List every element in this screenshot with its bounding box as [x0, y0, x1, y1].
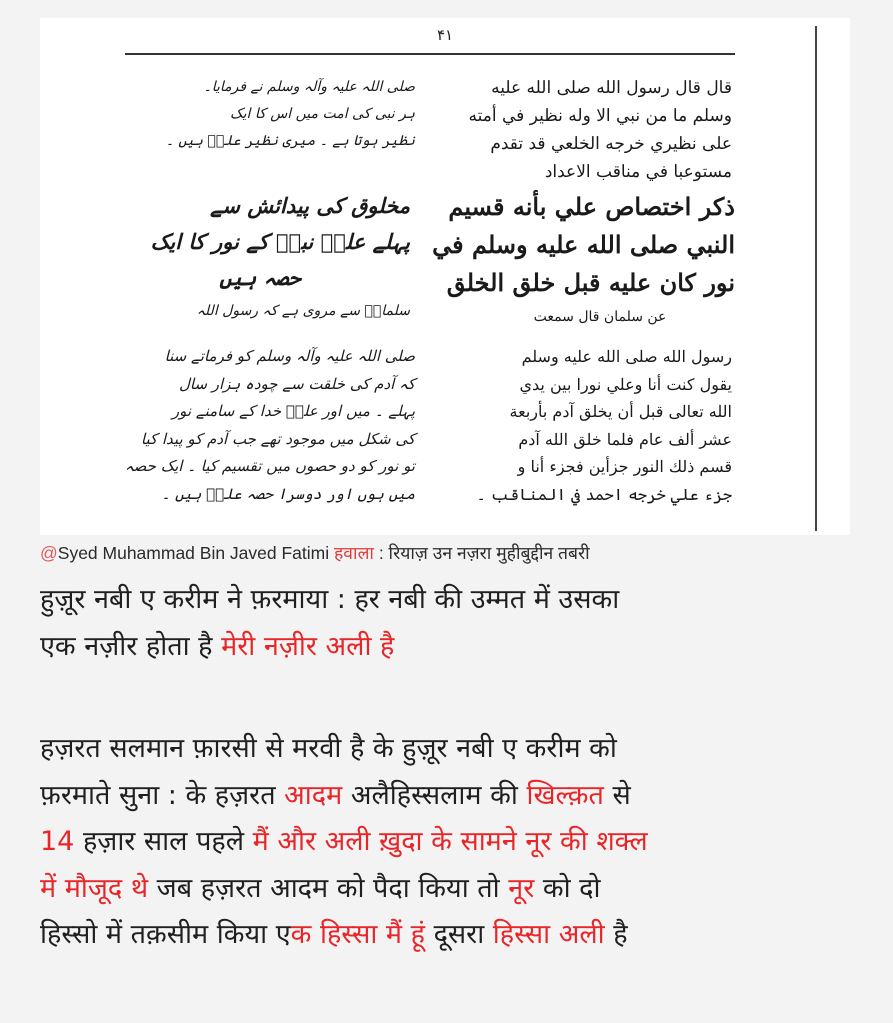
highlighted-text: क हिस्सा मैं हूं: [290, 919, 425, 950]
urdu-heading-line: حصہ ہیں: [219, 265, 301, 290]
arabic-line: على نظيري خرجه الخلعي قد تقدم: [490, 134, 732, 154]
paragraph-line: [40, 624, 870, 671]
arabic-line: الله تعالى قبل أن يخلق آدم بأربعة: [509, 402, 732, 421]
highlighted-text: 14: [40, 826, 75, 857]
source-caption: [40, 541, 860, 565]
paragraph-line: [40, 726, 870, 773]
text-span: से: [603, 779, 631, 811]
urdu-column-top: [100, 74, 415, 155]
text-span: है: [604, 919, 628, 950]
arabic-line: وسلم ما من نبي الا وله نظير في أمته: [468, 106, 732, 126]
highlighted-text: में मौजूद थे: [40, 872, 149, 904]
urdu-line: صلی اللہ علیہ وآلہ وسلم کو فرماتے سنا: [164, 347, 415, 365]
highlighted-text: मैं और अली ख़ुदा के सामने नूर की शक्ल: [252, 826, 648, 857]
text-span: हुज़ूर नबी ए करीम ने फ़रमाया : हर नबी की उम्मत में उसका: [40, 584, 620, 615]
highlighted-text: खिल्क़त: [526, 779, 604, 811]
page-edge-line: [815, 26, 817, 531]
urdu-column-body: [100, 343, 415, 508]
highlighted-text: मेरी नज़ीर अली है: [221, 630, 395, 662]
paragraph-line: [40, 577, 870, 624]
arabic-heading-line: ذکر اختصاص علي بأنه قسيم: [448, 192, 735, 221]
arabic-column-top: [470, 74, 732, 186]
paragraph-2: [40, 726, 870, 959]
paragraph-line: [40, 866, 870, 913]
urdu-heading-line: پہلے علیؑ نبیؐ کے نور کا ایک: [150, 229, 410, 254]
text-span: दूसरा: [424, 919, 493, 950]
urdu-line: کی شکل میں موجود تھے جب آدم کو پیدا کیا: [140, 429, 415, 448]
arabic-heading-line: النبي صلى الله عليه وسلم في: [432, 230, 735, 259]
paragraph-1: [40, 577, 870, 670]
highlighted-text: हिस्सा अली: [492, 919, 605, 950]
arabic-line: قسم ذلك النور جزأين فجزء أنا و: [517, 457, 732, 476]
highlighted-text: नूर: [508, 872, 535, 904]
text-span: हज़ार साल पहले: [74, 826, 253, 857]
arabic-line: عشر ألف عام فلما خلق الله آدم: [518, 429, 732, 449]
arabic-column-body: [470, 343, 732, 508]
text-span: को दो: [534, 872, 601, 904]
urdu-line: تو نور کو دو حصوں میں تقسیم کیا ۔ ایک حصہ: [124, 457, 415, 475]
arabic-subline: عن سلمان قال سمعت: [533, 309, 667, 325]
arabic-heading-line: نور كان عليه قبل خلق الخلق: [446, 268, 735, 297]
text-span: जब हज़रत आदम को पैदा किया तो: [148, 872, 509, 904]
paragraph-line: [40, 819, 870, 866]
arabic-line: جزء علي خرجه احمد في المناقب ۔: [476, 484, 732, 504]
urdu-heading-line: مخلوق کی پیدائش سے: [210, 193, 410, 218]
urdu-line: نظیر ہوتا ہے ۔ میری نظیر علیؑ ہیں ۔: [165, 133, 415, 149]
urdu-line: صلی اللہ علیہ وآلہ وسلم نے فرمایا۔: [203, 79, 415, 95]
scanned-book-page: [40, 18, 850, 535]
reference-text: : रियाज़ उन नज़रा मुहीबुद्दीन तबरी: [373, 543, 590, 563]
at-sign: @: [40, 543, 58, 563]
paragraph-line: [40, 773, 870, 820]
urdu-line: ہر نبی کی امت میں اس کا ایک: [230, 106, 415, 122]
arabic-line: رسول الله صلى الله عليه وسلم: [521, 347, 732, 366]
paragraph-line: [40, 912, 870, 959]
text-span: अलैहिस्सलाम की: [342, 779, 527, 811]
urdu-line: میں ہوں اور دوسرا حصہ علیؑ ہیں ۔: [161, 484, 415, 503]
urdu-heading: [110, 188, 410, 326]
author-name: Syed Muhammad Bin Javed Fatimi: [57, 543, 330, 563]
page-number: ۴۱: [436, 26, 454, 44]
arabic-line: قال قال رسول الله صلى الله عليه: [491, 78, 732, 98]
urdu-line: کہ آدم کی خلقت سے چودہ ہزار سال: [178, 374, 415, 393]
arabic-heading: [432, 188, 735, 332]
reference-label: हवाला: [334, 543, 374, 563]
arabic-line: يقول كنت أنا وعلي نورا بين يدي: [519, 374, 732, 394]
text-span: हज़रत सलमान फ़ारसी से मरवी है के हुज़ूर नबी ए करीम को: [40, 733, 617, 764]
urdu-subline: سلمانؓ سے مروی ہے کہ رسول اللہ: [196, 303, 410, 319]
header-rule: [125, 53, 735, 55]
arabic-line: مستوعبا في مناقب الاعداد: [544, 162, 732, 182]
highlighted-text: आदम: [284, 779, 343, 811]
text-span: हिस्सो में तक़सीम किया ए: [40, 919, 291, 950]
urdu-line: پہلے ۔ میں اور علیؑ خدا کے سامنے نور: [171, 402, 415, 420]
text-span: एक नज़ीर होता है: [40, 630, 222, 662]
text-span: फ़रमाते सुना : के हज़रत: [40, 779, 285, 811]
